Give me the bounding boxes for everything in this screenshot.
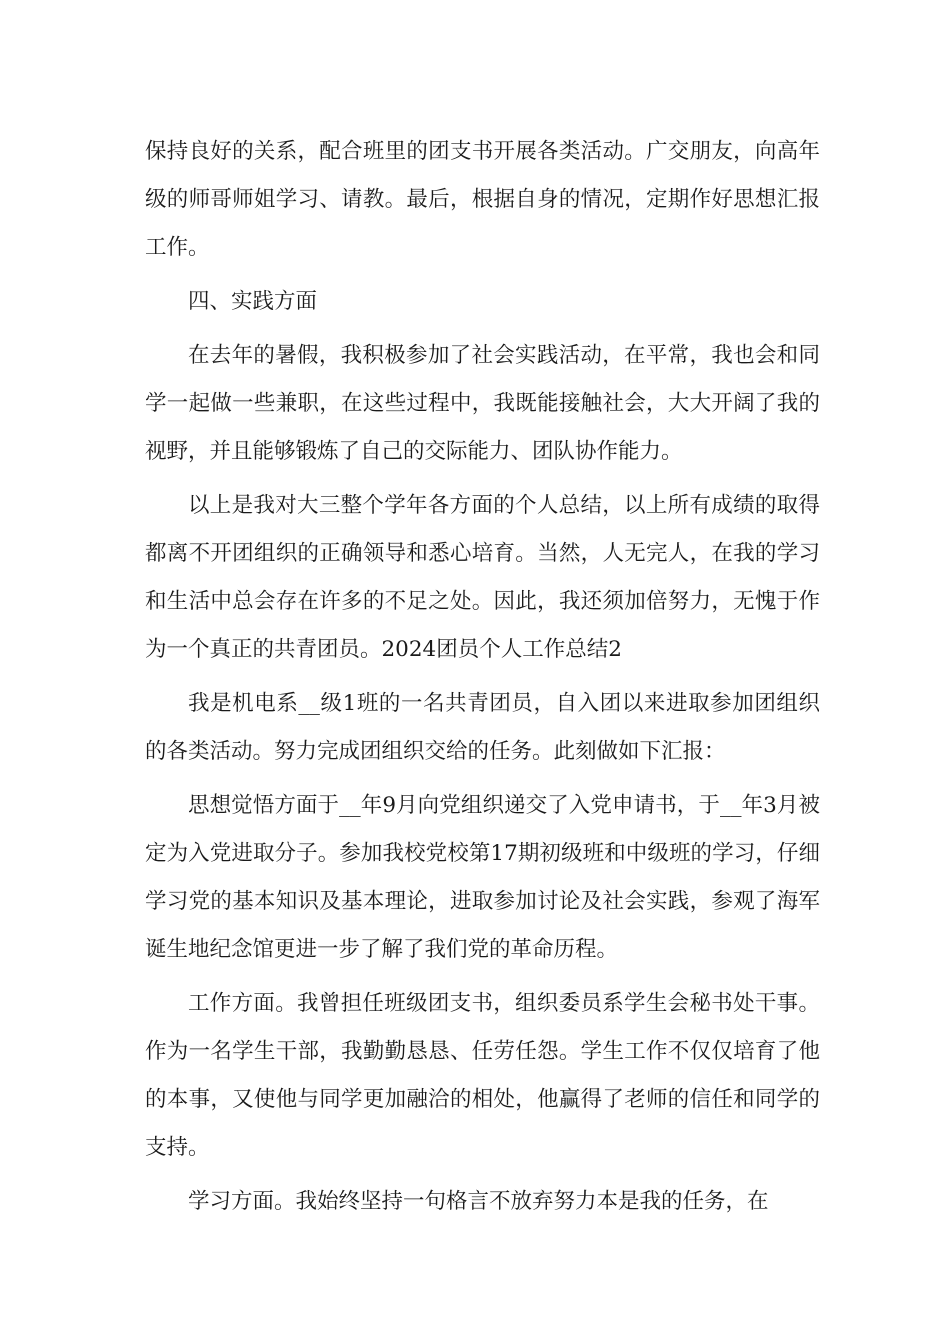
paragraph-intro: 我是机电系__级1班的一名共青团员，自入团以来进取参加团组织的各类活动。努力完成团组织交给的任务。此刻做如下汇报： (145, 691, 820, 764)
paragraph-relations: 保持良好的关系，配合班里的团支书开展各类活动。广交朋友，向高年级的师哥师姐学习、请教。最后，根据自身的情况，定期作好思想汇报工作。 (145, 139, 820, 260)
paragraph-study: 学习方面。我始终坚持一句格言不放弃努力本是我的任务，在 (188, 1189, 769, 1214)
document-page (145, 128, 820, 1232)
section-heading-practice: 四、实践方面 (188, 289, 318, 314)
paragraph-ideology: 思想觉悟方面于__年9月向党组织递交了入党申请书，于__年3月被定为入党进取分子。参加我校党校第17期初级班和中级班的学习，仔细学习党的基本知识及基本理论，进取参加讨论及社会实践，参观了海军诞生地纪念馆更进一步了解了我们党的革命历程。 (145, 793, 820, 962)
paragraph-work: 工作方面。我曾担任班级团支书，组织委员系学生会秘书处干事。作为一名学生干部，我勤勤恳恳、任劳任怨。学生工作不仅仅培育了他的本事，又使他与同学更加融洽的相处，他赢得了老师的信任和同学的支持。 (145, 991, 820, 1160)
paragraph-practice: 在去年的暑假，我积极参加了社会实践活动，在平常，我也会和同学一起做一些兼职，在这些过程中，我既能接触社会，大大开阔了我的视野，并且能够锻炼了自己的交际能力、团队协作能力。 (145, 343, 820, 464)
paragraph-summary: 以上是我对大三整个学年各方面的个人总结，以上所有成绩的取得都离不开团组织的正确领导和悉心培育。当然，人无完人，在我的学习和生活中总会存在许多的不足之处。因此，我还须加倍努力，无愧于作为一个真正的共青团员。2024团员个人工作总结2 (145, 493, 820, 662)
